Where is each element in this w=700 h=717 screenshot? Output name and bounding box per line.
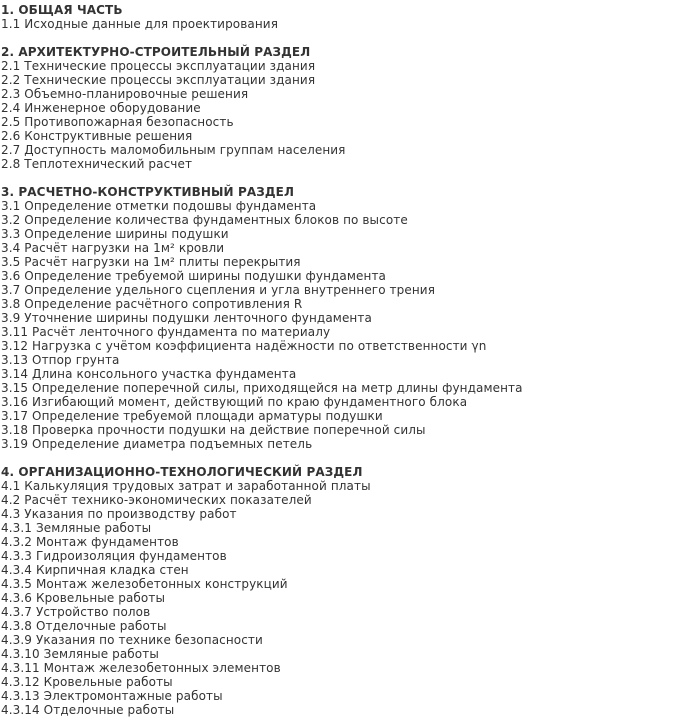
section-title: 4. ОРГАНИЗАЦИОННО-ТЕХНОЛОГИЧЕСКИЙ РАЗДЕЛ [1, 465, 363, 479]
toc-entry: 4.1 Калькуляция трудовых затрат и заработанной платы [1, 479, 371, 493]
toc-section [1, 465, 700, 717]
toc-entry: 3.16 Изгибающий момент, действующий по краю фундаментного блока [1, 395, 468, 409]
toc-entry: 3.14 Длина консольного участка фундамента [1, 367, 297, 381]
toc-entry: 4.3.12 Кровельные работы [1, 675, 173, 689]
toc-entry: 3.8 Определение расчётного сопротивления R [1, 297, 303, 311]
toc-entry: 3.15 Определение поперечной силы, приходящейся на метр длины фундамента [1, 381, 523, 395]
toc-entry: 3.4 Расчёт нагрузки на 1м² кровли [1, 241, 225, 255]
toc-entry: 2.3 Объемно-планировочные решения [1, 87, 249, 101]
toc-entry: 4.3.2 Монтаж фундаментов [1, 535, 179, 549]
toc-entry: 4.3.6 Кровельные работы [1, 591, 166, 605]
toc-entry: 4.3.14 Отделочные работы [1, 703, 175, 717]
toc-entry: 4.3 Указания по производству работ [1, 507, 237, 521]
toc-entry: 1.1 Исходные данные для проектирования [1, 17, 279, 31]
toc-section [1, 45, 700, 171]
toc-entry: 4.3.1 Земляные работы [1, 521, 152, 535]
toc-entry: 4.3.3 Гидроизоляция фундаментов [1, 549, 227, 563]
toc-entry: 4.3.4 Кирпичная кладка стен [1, 563, 189, 577]
toc-entry: 2.8 Теплотехнический расчет [1, 157, 193, 171]
toc-entry: 3.19 Определение диаметра подъемных петель [1, 437, 313, 451]
toc-entry: 2.2 Технические процессы эксплуатации здания [1, 73, 316, 87]
toc-entry: 4.3.13 Электромонтажные работы [1, 689, 223, 703]
toc-entry: 3.17 Определение требуемой площади арматуры подушки [1, 409, 383, 423]
toc-entry: 4.3.5 Монтаж железобетонных конструкций [1, 577, 288, 591]
toc-entry: 3.9 Уточнение ширины подушки ленточного фундамента [1, 311, 372, 325]
toc-entry: 3.5 Расчёт нагрузки на 1м² плиты перекрытия [1, 255, 301, 269]
toc-entry: 2.5 Противопожарная безопасность [1, 115, 234, 129]
toc-entry: 3.3 Определение ширины подушки [1, 227, 229, 241]
toc-entry: 2.4 Инженерное оборудование [1, 101, 201, 115]
toc-entry: 2.6 Конструктивные решения [1, 129, 193, 143]
toc-entry: 2.7 Доступность маломобильным группам населения [1, 143, 346, 157]
toc-entry: 4.3.8 Отделочные работы [1, 619, 167, 633]
toc-entry: 3.2 Определение количества фундаментных блоков по высоте [1, 213, 408, 227]
toc-entry: 4.3.7 Устройство полов [1, 605, 151, 619]
toc-entry: 3.1 Определение отметки подошвы фундамента [1, 199, 317, 213]
toc-entry: 3.11 Расчёт ленточного фундамента по материалу [1, 325, 331, 339]
toc-section [1, 3, 700, 31]
toc-entry: 4.3.11 Монтаж железобетонных элементов [1, 661, 281, 675]
toc-entry: 3.18 Проверка прочности подушки на действие поперечной силы [1, 423, 426, 437]
toc-entry: 3.7 Определение удельного сцепления и угла внутреннего трения [1, 283, 436, 297]
toc-entry: 3.6 Определение требуемой ширины подушки фундамента [1, 269, 386, 283]
toc-entry: 4.3.9 Указания по технике безопасности [1, 633, 263, 647]
toc-entry: 3.12 Нагрузка с учётом коэффициента надёжности по ответственности γn [1, 339, 487, 353]
toc-entry: 2.1 Технические процессы эксплуатации здания [1, 59, 316, 73]
toc-entry: 4.3.10 Земляные работы [1, 647, 159, 661]
section-title: 1. ОБЩАЯ ЧАСТЬ [1, 3, 123, 17]
toc-section [1, 185, 700, 451]
toc-entry: 4.2 Расчёт технико-экономических показателей [1, 493, 312, 507]
section-title: 2. АРХИТЕКТУРНО-СТРОИТЕЛЬНЫЙ РАЗДЕЛ [1, 45, 311, 59]
section-title: 3. РАСЧЕТНО-КОНСТРУКТИВНЫЙ РАЗДЕЛ [1, 185, 295, 199]
toc-entry: 3.13 Отпор грунта [1, 353, 120, 367]
